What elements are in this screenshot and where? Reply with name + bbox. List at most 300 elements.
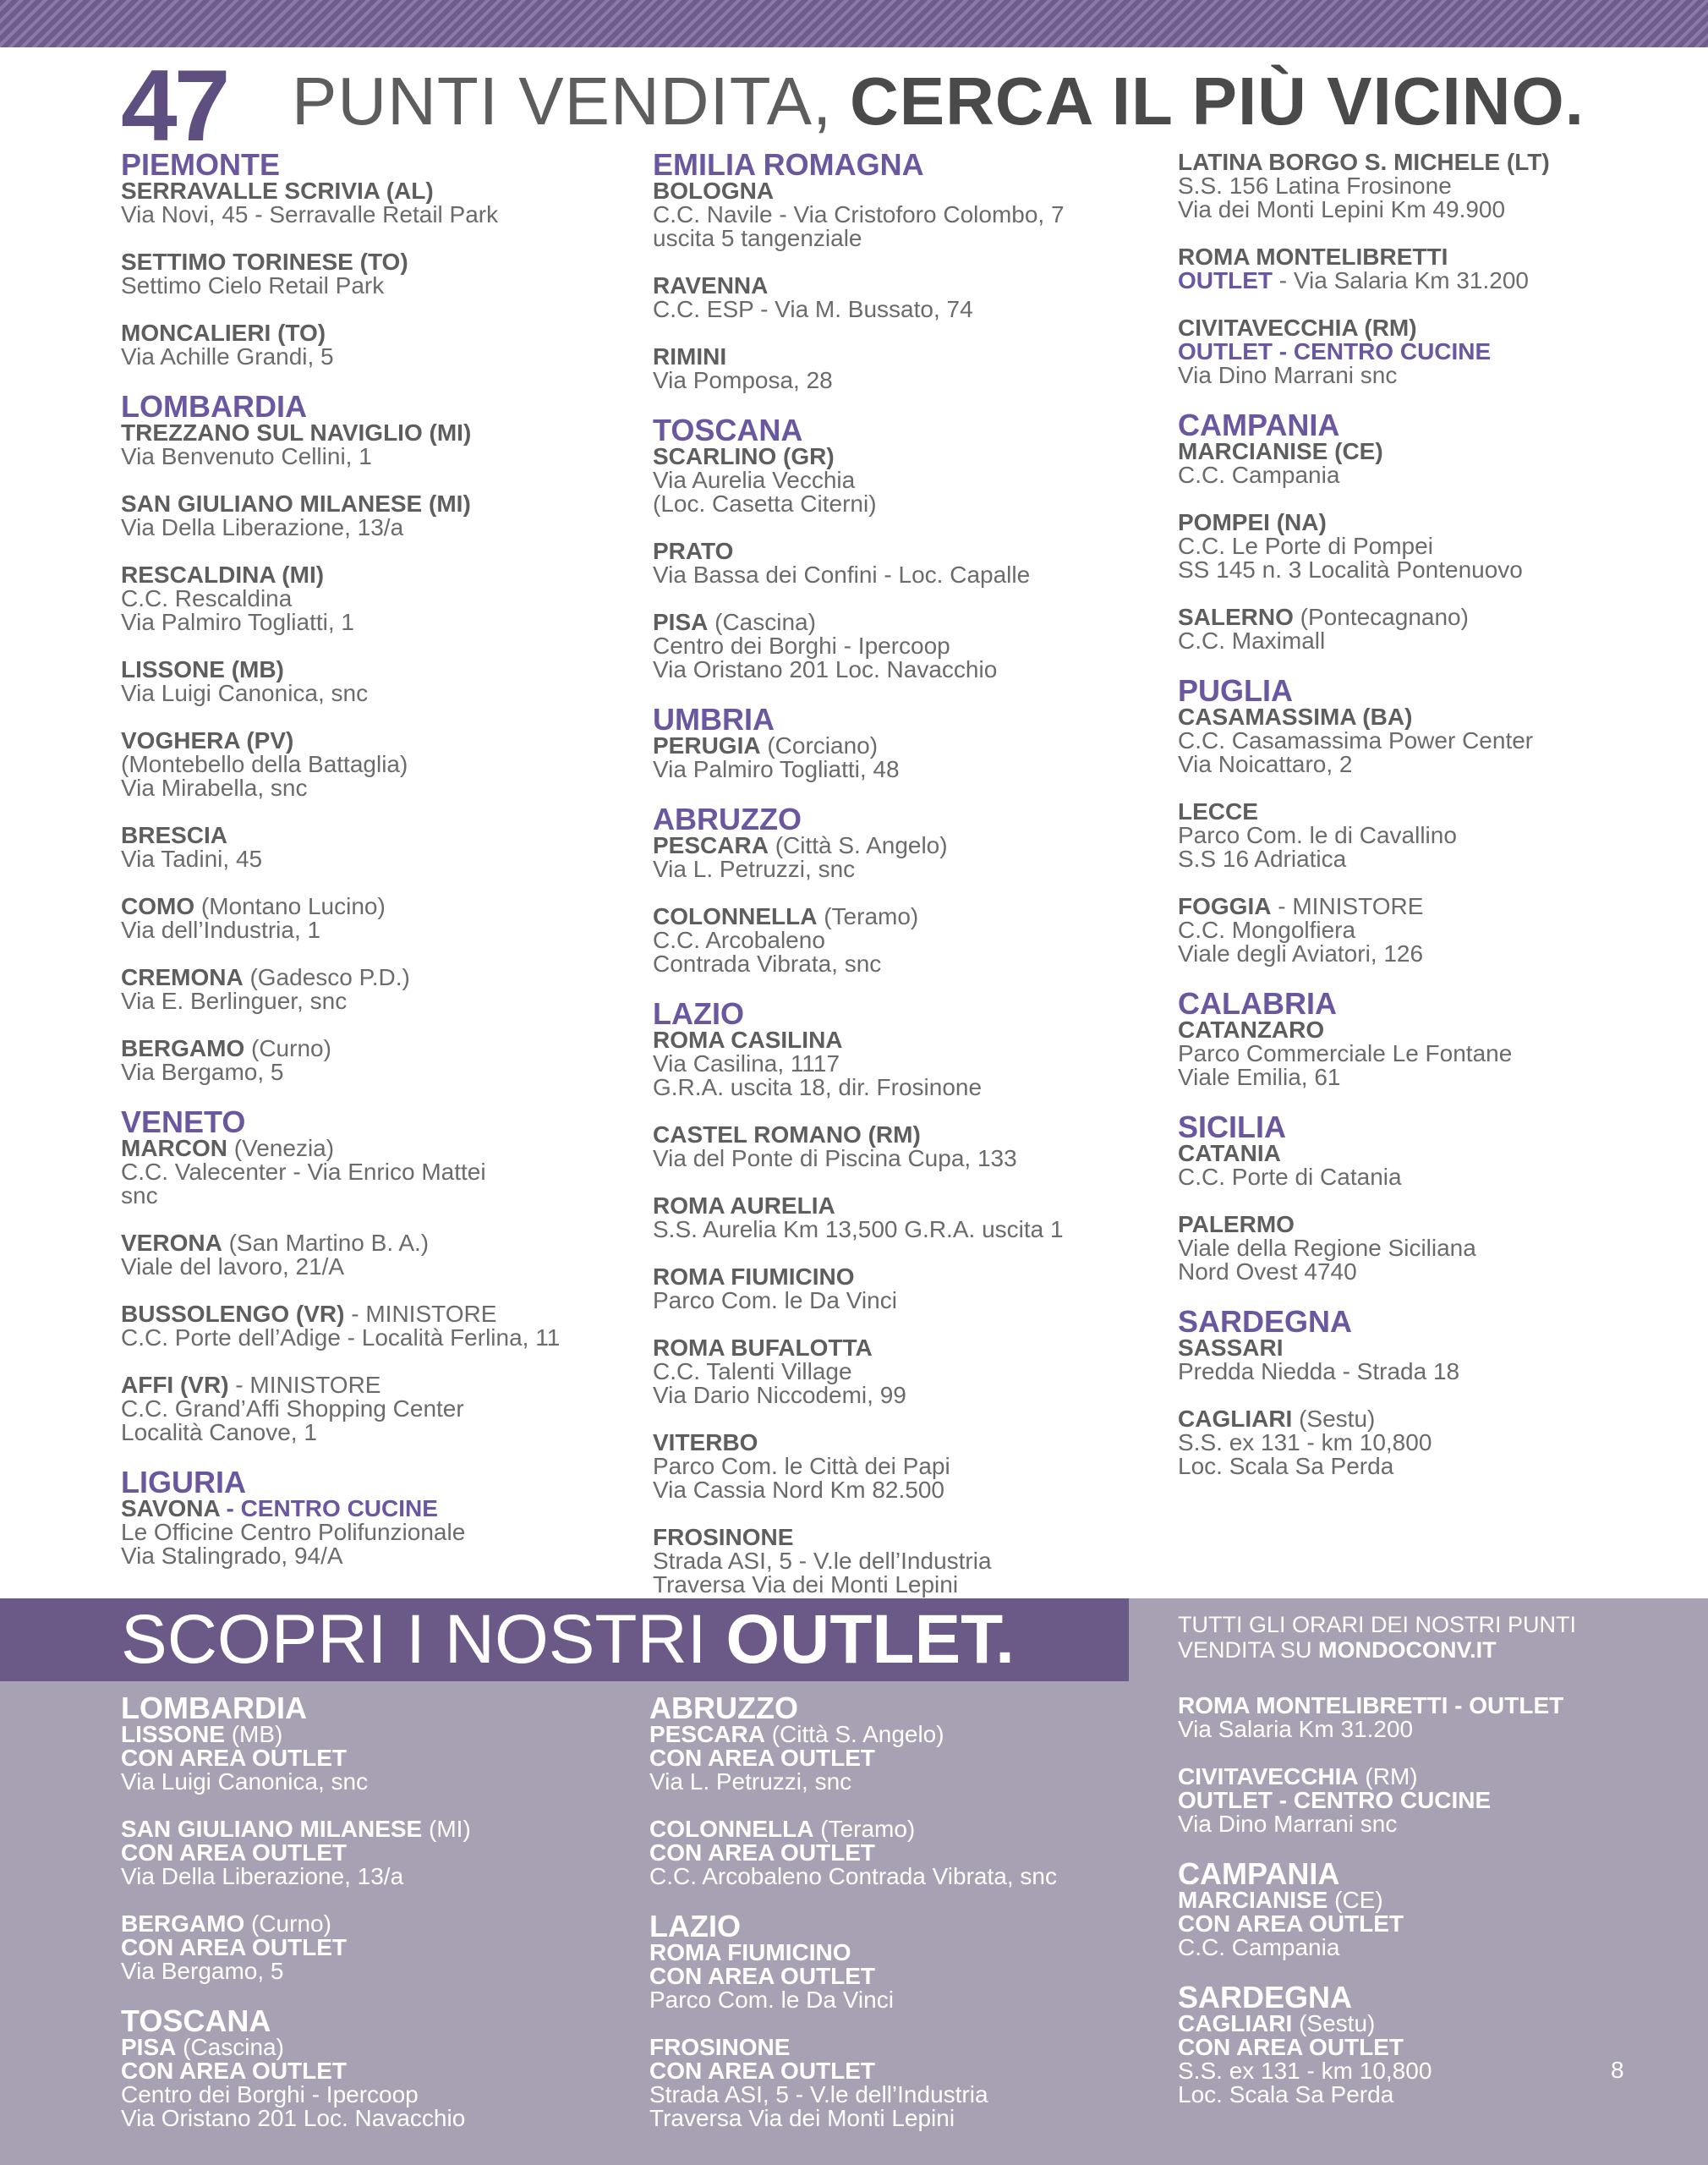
store-address: C.C. Maximall xyxy=(1178,628,1326,654)
outlet-column-3 xyxy=(1178,1694,1651,2130)
store-address: Via Salaria Km 31.200 xyxy=(1178,1716,1414,1742)
store-entry xyxy=(1178,895,1685,966)
store-entry xyxy=(121,1912,628,1983)
outlet-label: CON AREA OUTLET xyxy=(121,1745,348,1771)
store-address: Via Palmiro Togliatti, 48 xyxy=(653,756,900,782)
store-name: ROMA FIUMICINO xyxy=(649,1939,851,1965)
store-name-line xyxy=(1178,1694,1651,1718)
store-entry xyxy=(121,729,628,800)
outlet-label: OUTLET - CENTRO CUCINE xyxy=(1178,1787,1492,1813)
store-address: G.R.A. uscita 18, dir. Frosinone xyxy=(653,1074,983,1100)
store-address: Contrada Vibrata, snc xyxy=(653,951,882,977)
store-address: C.C. Mongolfiera xyxy=(1178,917,1356,943)
store-name: RIMINI xyxy=(653,343,727,370)
store-address: Via del Ponte di Piscina Cupa, 133 xyxy=(653,1145,1017,1171)
store-name-line xyxy=(653,274,1160,298)
store-name-line xyxy=(653,540,1160,563)
store-outlet-label xyxy=(121,2059,628,2083)
store-entry xyxy=(1178,800,1685,871)
store-address: Via Bergamo, 5 xyxy=(121,1958,284,1984)
store-entry xyxy=(121,492,628,540)
store-locality: (Cascina) xyxy=(708,609,816,635)
store-address: C.C. Campania xyxy=(1178,1934,1340,1960)
store-name: COMO xyxy=(121,893,195,919)
store-entry xyxy=(653,1194,1160,1241)
stores-column-1 xyxy=(121,147,628,1592)
store-name: CIVITAVECCHIA xyxy=(1178,1763,1359,1790)
store-name: ROMA MONTELIBRETTI xyxy=(1178,244,1448,270)
region-heading: LOMBARDIA xyxy=(121,1691,307,1725)
store-entry xyxy=(121,1231,628,1279)
store-name: VOGHERA (PV) xyxy=(121,727,294,754)
store-outlet-label xyxy=(121,1936,628,1959)
store-address: Via Luigi Canonica, snc xyxy=(121,1768,369,1795)
region-heading: EMILIA ROMAGNA xyxy=(653,147,924,182)
store-entry xyxy=(649,2036,1157,2130)
store-entry xyxy=(653,445,1160,516)
region-heading: SARDEGNA xyxy=(1178,1980,1353,2014)
store-name: PALERMO xyxy=(1178,1211,1295,1237)
store-entry xyxy=(121,250,628,298)
store-entry xyxy=(1178,1694,1651,1741)
region-heading: CAMPANIA xyxy=(1178,408,1340,442)
store-name: MARCIANISE xyxy=(1178,1887,1328,1913)
orari-prefix: VENDITA SU xyxy=(1178,1637,1319,1663)
store-name-line xyxy=(1178,606,1685,629)
orari-line-1: TUTTI GLI ORARI DEI NOSTRI PUNTI xyxy=(1178,1612,1577,1637)
store-name: POMPEI (NA) xyxy=(1178,509,1327,535)
store-locality: (Città S. Angelo) xyxy=(764,1721,944,1747)
store-locality: (Venezia) xyxy=(227,1135,335,1161)
store-name-line xyxy=(121,321,628,345)
store-name: ROMA FIUMICINO xyxy=(653,1263,855,1290)
store-name-line xyxy=(121,179,628,203)
store-name-line xyxy=(653,1123,1160,1147)
store-address: Via Stalingrado, 94/A xyxy=(121,1543,343,1569)
store-locality: - MINISTORE xyxy=(344,1301,497,1327)
store-entry xyxy=(653,1028,1160,1099)
store-name: FROSINONE xyxy=(653,1524,794,1550)
store-address: C.C. Arcobaleno Contrada Vibrata, snc xyxy=(649,1863,1057,1889)
region-heading: VENETO xyxy=(121,1104,246,1139)
store-name-line xyxy=(121,1037,628,1061)
store-name: LATINA BORGO S. MICHELE (LT) xyxy=(1178,149,1550,175)
store-address: Traversa Via dei Monti Lepini xyxy=(653,1571,959,1598)
store-address: S.S. 156 Latina Frosinone xyxy=(1178,173,1452,199)
store-name: COLONNELLA xyxy=(649,1816,814,1842)
store-entry xyxy=(653,1265,1160,1313)
region-heading: TOSCANA xyxy=(121,2003,271,2038)
store-address: Via Casilina, 1117 xyxy=(653,1050,840,1077)
store-outlet-label xyxy=(649,2059,1157,2083)
store-name: SALERNO xyxy=(1178,604,1294,630)
store-locality: - MINISTORE xyxy=(228,1372,381,1398)
store-address: Traversa Via dei Monti Lepini xyxy=(649,2105,955,2131)
store-name: SAN GIULIANO MILANESE (MI) xyxy=(121,491,471,517)
store-name: CATANIA xyxy=(1178,1140,1281,1166)
outlet-label: CON AREA OUTLET xyxy=(121,1934,348,1960)
store-outlet-label xyxy=(1178,1789,1651,1812)
outlet-column-1 xyxy=(121,1691,628,2154)
region-heading: PIEMONTE xyxy=(121,147,281,182)
store-address: C.C. Talenti Village xyxy=(653,1358,852,1384)
store-locality: (San Martino B. A.) xyxy=(222,1230,430,1256)
region-heading: PUGLIA xyxy=(1178,673,1294,708)
region-heading: LAZIO xyxy=(653,996,744,1031)
store-entry xyxy=(1178,1142,1685,1189)
store-outlet-label xyxy=(649,1746,1157,1770)
orari-line-2 xyxy=(1178,1637,1576,1663)
store-locality: (Montano Lucino) xyxy=(194,893,386,919)
opening-hours-note xyxy=(1178,1612,1576,1663)
store-name: AFFI (VR) xyxy=(121,1372,229,1398)
store-entry xyxy=(653,1431,1160,1502)
store-entry xyxy=(121,321,628,369)
store-name-line xyxy=(653,1526,1160,1549)
store-locality: (Sestu) xyxy=(1292,1406,1376,1432)
store-entry xyxy=(121,966,628,1013)
region-heading: TOSCANA xyxy=(653,413,803,447)
store-address: Via Pomposa, 28 xyxy=(653,367,833,393)
store-name: ROMA CASILINA xyxy=(653,1027,843,1053)
store-entry xyxy=(653,611,1160,682)
stores-column-3 xyxy=(1178,151,1685,1502)
store-name: CATANZARO xyxy=(1178,1017,1325,1043)
store-outlet-line xyxy=(1178,340,1685,364)
store-entry xyxy=(1178,440,1685,487)
region-heading: LOMBARDIA xyxy=(121,389,307,424)
store-address: (Loc. Casetta Citerni) xyxy=(653,491,877,517)
store-address: C.C. Arcobaleno xyxy=(653,927,825,953)
store-outlet-label xyxy=(1178,2036,1651,2059)
store-name-line xyxy=(121,1137,628,1160)
outlet-title-light: SCOPRI I NOSTRI xyxy=(121,1601,726,1678)
outlet-column-2 xyxy=(649,1691,1157,2154)
store-address: Parco Com. le Da Vinci xyxy=(649,1987,894,2013)
store-address: Loc. Scala Sa Perda xyxy=(1178,2081,1394,2107)
headline-bold: CERCA IL PIÙ VICINO. xyxy=(850,63,1585,139)
store-name: SAVONA xyxy=(121,1495,220,1521)
store-entry xyxy=(121,895,628,942)
store-address: Strada ASI, 5 - V.le dell’Industria xyxy=(653,1548,992,1574)
store-locality: - MINISTORE xyxy=(1271,893,1424,919)
store-entry xyxy=(121,1373,628,1444)
store-address: Via Mirabella, snc xyxy=(121,775,308,801)
store-address: Le Officine Centro Polifunzionale xyxy=(121,1519,466,1545)
store-name-line xyxy=(653,1265,1160,1289)
outlet-label: CON AREA OUTLET xyxy=(121,1839,348,1866)
store-entry xyxy=(649,1817,1157,1888)
store-address: Via E. Berlinguer, snc xyxy=(121,988,348,1014)
store-name: CAGLIARI xyxy=(1178,1406,1293,1432)
store-entry xyxy=(649,1941,1157,2012)
store-address: Loc. Scala Sa Perda xyxy=(1178,1453,1394,1479)
store-locality: (MI) xyxy=(422,1816,471,1842)
store-name: CASTEL ROMANO (RM) xyxy=(653,1121,921,1148)
store-name: SASSARI xyxy=(1178,1335,1284,1361)
store-name-line xyxy=(653,1194,1160,1218)
store-entry xyxy=(653,345,1160,392)
store-entry xyxy=(1178,606,1685,653)
store-name: ROMA BUFALOTTA xyxy=(653,1335,873,1361)
store-entry xyxy=(121,179,628,227)
store-name: PESCARA xyxy=(649,1721,765,1747)
store-name: PRATO xyxy=(653,538,734,564)
store-name-line xyxy=(653,345,1160,369)
region-heading: SARDEGNA xyxy=(1178,1304,1353,1339)
store-address: uscita 5 tangenziale xyxy=(653,225,862,251)
region-heading: UMBRIA xyxy=(653,702,775,737)
store-name: ROMA AURELIA xyxy=(653,1192,835,1219)
store-entry xyxy=(121,2036,628,2130)
store-name-line xyxy=(121,1373,628,1397)
region-heading: LIGURIA xyxy=(121,1465,246,1499)
store-name: FOGGIA xyxy=(1178,893,1272,919)
decorative-top-stripe xyxy=(0,0,1708,47)
store-address: S.S. ex 131 - km 10,800 xyxy=(1178,1429,1432,1455)
store-address: C.C. Porte di Catania xyxy=(1178,1164,1402,1190)
store-locality: (Pontecagnano) xyxy=(1293,604,1469,630)
store-outlet-tag: OUTLET xyxy=(1178,267,1273,293)
store-name-line xyxy=(121,966,628,989)
store-address: C.C. Casamassima Power Center xyxy=(1178,727,1534,754)
store-address: Via L. Petruzzi, snc xyxy=(649,1768,852,1795)
store-entry xyxy=(121,824,628,871)
store-address: Via Noicattaro, 2 xyxy=(1178,751,1353,777)
store-entry xyxy=(121,1302,628,1350)
store-entry xyxy=(653,179,1160,250)
store-name: VITERBO xyxy=(653,1429,758,1455)
store-outlet-label xyxy=(649,1965,1157,1988)
store-name-line xyxy=(121,729,628,753)
store-address: Parco Commerciale Le Fontane xyxy=(1178,1040,1513,1066)
store-name-line xyxy=(1178,245,1685,269)
outlet-label: CON AREA OUTLET xyxy=(649,2058,876,2084)
store-name-line xyxy=(1178,316,1685,340)
store-address: Via dei Monti Lepini Km 49.900 xyxy=(1178,196,1506,222)
store-address: C.C. Porte dell’Adige - Località Ferlina, 11 xyxy=(121,1324,561,1351)
store-address: Centro dei Borghi - Ipercoop xyxy=(121,2081,419,2107)
store-entry xyxy=(653,1123,1160,1170)
store-locality: (Gadesco P.D.) xyxy=(243,964,410,990)
store-name: MARCIANISE (CE) xyxy=(1178,438,1383,464)
store-outlet-label xyxy=(121,1841,628,1865)
store-address: S.S 16 Adriatica xyxy=(1178,846,1347,872)
store-entry xyxy=(653,834,1160,881)
store-address: Via Bassa dei Confini - Loc. Capalle xyxy=(653,562,1031,588)
store-entry xyxy=(121,421,628,469)
store-name: SCARLINO (GR) xyxy=(653,443,835,469)
store-locality: (CE) xyxy=(1328,1887,1383,1913)
store-entry xyxy=(653,1526,1160,1597)
store-name: ROMA MONTELIBRETTI - OUTLET xyxy=(1178,1692,1564,1718)
store-address: C.C. Campania xyxy=(1178,462,1340,488)
outlet-label: CON AREA OUTLET xyxy=(649,1839,876,1866)
store-name-line xyxy=(1178,1407,1685,1431)
store-name-line xyxy=(1178,1018,1685,1042)
page-number: 8 xyxy=(1611,2057,1624,2083)
store-name-line xyxy=(121,658,628,682)
store-name-line xyxy=(649,2036,1157,2059)
region-heading: CALABRIA xyxy=(1178,986,1337,1021)
store-address: Via Palmiro Togliatti, 1 xyxy=(121,609,354,635)
store-name: BRESCIA xyxy=(121,822,228,848)
outlet-label: CON AREA OUTLET xyxy=(1178,2034,1404,2060)
store-name-line xyxy=(1178,705,1685,729)
store-address: Nord Ovest 4740 xyxy=(1178,1258,1357,1285)
store-entry xyxy=(121,1137,628,1208)
store-locality: (Città S. Angelo) xyxy=(768,832,948,858)
store-name-line xyxy=(121,1302,628,1326)
store-entry xyxy=(649,1723,1157,1794)
store-name: RAVENNA xyxy=(653,272,769,299)
store-address: SS 145 n. 3 Località Pontenuovo xyxy=(1178,556,1523,583)
store-entry xyxy=(653,274,1160,321)
store-address: Via Bergamo, 5 xyxy=(121,1059,284,1085)
outlet-title-bold: OUTLET. xyxy=(725,1601,1015,1678)
outlet-label: CON AREA OUTLET xyxy=(649,1745,876,1771)
store-locality: (RM) xyxy=(1358,1763,1418,1790)
store-locality: (Sestu) xyxy=(1292,2010,1376,2036)
store-name: MONCALIERI (TO) xyxy=(121,320,326,346)
store-address: Viale Emilia, 61 xyxy=(1178,1064,1341,1090)
store-name-line xyxy=(121,1723,628,1746)
store-locality: (Teramo) xyxy=(813,1816,916,1842)
store-address: Via Dino Marrani snc xyxy=(1178,1811,1398,1837)
store-locality: (Curno) xyxy=(244,1910,331,1937)
store-address: Via Benvenuto Cellini, 1 xyxy=(121,443,372,469)
store-name: CIVITAVECCHIA (RM) xyxy=(1178,315,1417,341)
store-name: BERGAMO xyxy=(121,1910,245,1937)
store-name-line xyxy=(1178,1888,1651,1912)
store-name-line xyxy=(1178,800,1685,824)
store-name-line xyxy=(653,1431,1160,1455)
store-entry xyxy=(121,1817,628,1888)
store-tag: - CENTRO CUCINE xyxy=(219,1495,438,1521)
store-address: Settimo Cielo Retail Park xyxy=(121,272,385,299)
store-locality: (MB) xyxy=(224,1721,283,1747)
store-count: 47 xyxy=(121,49,227,162)
region-heading: ABRUZZO xyxy=(653,802,802,836)
store-name: LISSONE xyxy=(121,1721,225,1747)
store-entry xyxy=(1178,1213,1685,1284)
store-entry xyxy=(1178,1018,1685,1089)
store-address: Parco Com. le Da Vinci xyxy=(653,1287,897,1313)
store-address: Via Achille Grandi, 5 xyxy=(121,343,334,370)
store-address: Via Dario Niccodemi, 99 xyxy=(653,1382,906,1408)
store-name: SETTIMO TORINESE (TO) xyxy=(121,249,408,275)
store-entry xyxy=(1178,1407,1685,1478)
store-name-line xyxy=(121,1497,628,1521)
store-outlet-tag: OUTLET - CENTRO CUCINE xyxy=(1178,338,1492,364)
store-name: LISSONE (MB) xyxy=(121,656,284,682)
store-address: Centro dei Borghi - Ipercoop xyxy=(653,633,950,659)
store-name-line xyxy=(649,1817,1157,1841)
store-address: C.C. Le Porte di Pompei xyxy=(1178,533,1433,559)
store-address: Predda Niedda - Strada 18 xyxy=(1178,1358,1460,1384)
store-address: snc xyxy=(121,1182,158,1209)
store-name: SAN GIULIANO MILANESE xyxy=(121,1816,423,1842)
store-entry xyxy=(121,1037,628,1084)
store-name-line xyxy=(1178,440,1685,463)
store-address: S.S. Aurelia Km 13,500 G.R.A. uscita 1 xyxy=(653,1216,1064,1242)
store-name: PESCARA xyxy=(653,832,769,858)
store-entry xyxy=(653,905,1160,976)
store-address: Via Dino Marrani snc xyxy=(1178,362,1398,388)
store-entry xyxy=(1178,316,1685,387)
store-address: Parco Com. le Città dei Papi xyxy=(653,1453,950,1479)
store-name-line xyxy=(653,834,1160,858)
store-address: C.C. ESP - Via M. Bussato, 74 xyxy=(653,296,973,322)
store-address: - Via Salaria Km 31.200 xyxy=(1273,267,1529,293)
store-address: Via Novi, 45 - Serravalle Retail Park xyxy=(121,201,499,227)
store-name: TREZZANO SUL NAVIGLIO (MI) xyxy=(121,419,472,446)
store-locality: (Cascina) xyxy=(176,2034,284,2060)
store-name-line xyxy=(121,1231,628,1255)
store-entry xyxy=(1178,511,1685,582)
store-entry xyxy=(1178,1765,1651,1836)
store-outlet-line xyxy=(1178,269,1685,293)
store-address: Parco Com. le di Cavallino xyxy=(1178,822,1457,848)
store-name-line xyxy=(121,563,628,587)
store-locality: (Curno) xyxy=(244,1035,331,1061)
headline-light: PUNTI VENDITA, xyxy=(292,63,833,139)
store-locality: (Teramo) xyxy=(817,903,919,929)
store-address: Via Aurelia Vecchia xyxy=(653,467,856,493)
store-name: FROSINONE xyxy=(649,2034,791,2060)
outlet-title xyxy=(121,1598,1015,1681)
store-name-line xyxy=(1178,1765,1651,1789)
store-entry xyxy=(121,563,628,634)
region-heading: LAZIO xyxy=(649,1909,741,1943)
store-name-line xyxy=(121,421,628,445)
region-heading: SICILIA xyxy=(1178,1110,1287,1144)
store-name: RESCALDINA (MI) xyxy=(121,562,325,588)
store-address: Via Oristano 201 Loc. Navacchio xyxy=(653,656,998,682)
store-name: PISA xyxy=(121,2034,177,2060)
store-name: BUSSOLENGO (VR) xyxy=(121,1301,345,1327)
store-name-line xyxy=(653,734,1160,758)
store-name-line xyxy=(121,1817,628,1841)
store-entry xyxy=(121,658,628,705)
region-heading: CAMPANIA xyxy=(1178,1856,1340,1891)
store-name-line xyxy=(653,179,1160,203)
store-name-line xyxy=(1178,151,1685,174)
store-address: Via Della Liberazione, 13/a xyxy=(121,1863,404,1889)
store-address: (Montebello della Battaglia) xyxy=(121,751,408,777)
store-entry xyxy=(1178,151,1685,222)
store-name: PISA xyxy=(653,609,709,635)
outlet-label: CON AREA OUTLET xyxy=(121,2058,348,2084)
store-name: CREMONA xyxy=(121,964,244,990)
store-entry xyxy=(1178,1888,1651,1959)
stores-column-2 xyxy=(653,147,1160,1620)
store-name-line xyxy=(1178,1336,1685,1360)
store-address: Strada ASI, 5 - V.le dell’Industria xyxy=(649,2081,988,2107)
store-address: Località Canove, 1 xyxy=(121,1419,317,1445)
store-name-line xyxy=(121,1912,628,1936)
website-link[interactable]: MONDOCONV.IT xyxy=(1318,1637,1497,1663)
store-name: MARCON xyxy=(121,1135,227,1161)
store-name: CAGLIARI xyxy=(1178,2010,1293,2036)
store-outlet-label xyxy=(121,1746,628,1770)
store-address: C.C. Grand’Affi Shopping Center xyxy=(121,1395,464,1422)
store-address: S.S. ex 131 - km 10,800 xyxy=(1178,2058,1432,2084)
store-address: Via Tadini, 45 xyxy=(121,846,263,872)
store-name-line xyxy=(649,1723,1157,1746)
store-name: BOLOGNA xyxy=(653,178,775,204)
store-entry xyxy=(653,734,1160,781)
